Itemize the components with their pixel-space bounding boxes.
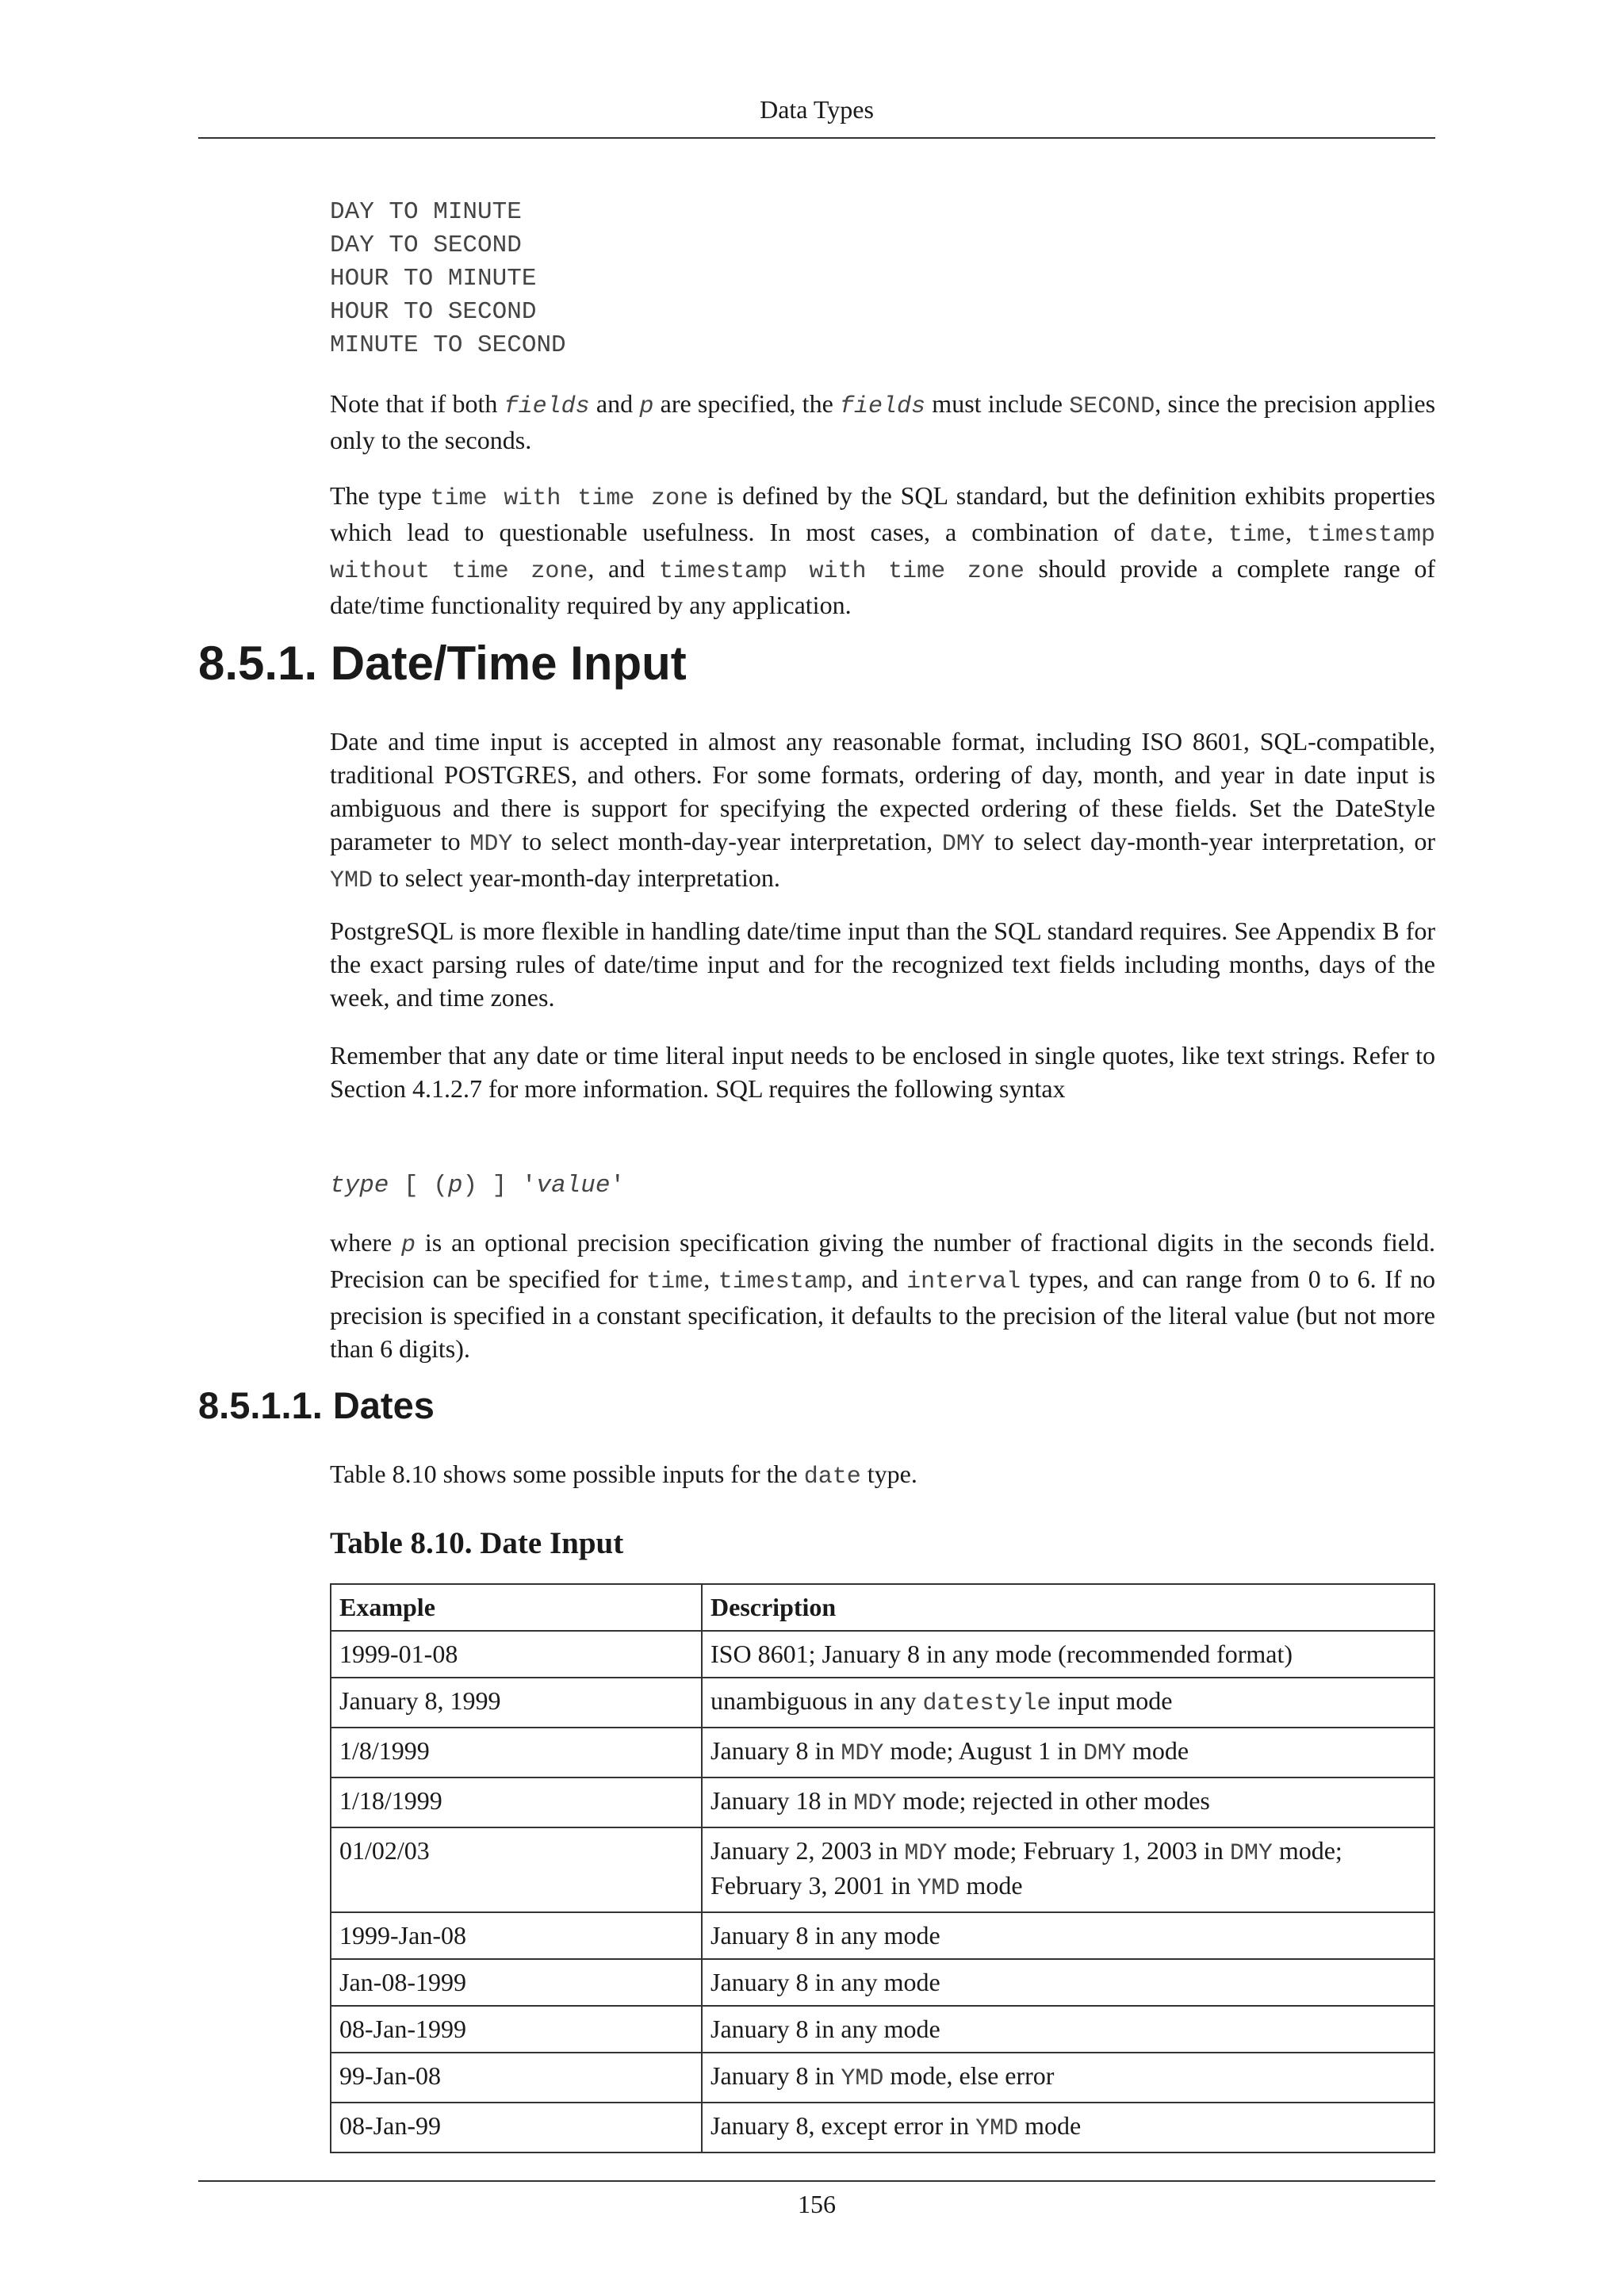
para-time-zone [330,479,1435,622]
code-line: DAY TO MINUTE [330,198,522,226]
table-row [331,1827,1434,1912]
text: January 8 in any mode [710,1968,940,1996]
code-fields: fields [504,393,590,420]
syntax-code [330,1169,625,1203]
code-term: YMD [841,2065,884,2092]
footer-rule [198,2180,1435,2182]
table-header-row [331,1584,1434,1631]
code-type: type [330,1172,389,1200]
code-p: p [401,1232,416,1259]
text: January 8 in any mode [710,1921,940,1950]
cell-description [702,2053,1434,2103]
code-type: time [1228,522,1285,549]
cell-example: 1/8/1999 [331,1728,702,1777]
code-line: HOUR TO MINUTE [330,265,537,293]
text: to select year-month-day interpretation. [373,863,780,892]
code-term: DMY [1229,1840,1273,1867]
header-rule [198,137,1435,139]
cell-example: Jan-08-1999 [331,1959,702,2006]
code-term: YMD [917,1875,960,1902]
text: January 2, 2003 in [710,1836,905,1865]
text: unambiguous in any [710,1686,923,1715]
cell-example: 01/02/03 [331,1827,702,1912]
text: , since the precision applies only to the seconds. [330,389,1436,454]
text: mode [1018,2111,1082,2140]
date-input-table [330,1583,1435,2153]
text: January 8 in [710,2061,841,2090]
text: mode; rejected in other modes [896,1786,1210,1815]
table-row [331,1777,1434,1827]
text: Date and time input is accepted in almost any reasonable format, including ISO 8601, SQL-compatible, traditional POSTGRES, and others. For some formats, ordering of day, month, and year in date input is ambiguous and there is support for specifying the expected ordering of these fields. Set the DateStyle parameter to [330,727,1435,855]
para-table-intro [330,1457,1435,1494]
text: mode [1126,1736,1189,1765]
text: must include [925,389,1070,418]
code-p: p [639,393,654,420]
code-type: timestamp [718,1269,847,1295]
cell-description [702,1959,1434,2006]
code-line: MINUTE TO SECOND [330,331,566,359]
code-term: DMY [1082,1740,1126,1767]
code-line: HOUR TO SECOND [330,298,537,326]
text: mode [959,1871,1023,1900]
code-value: value [536,1172,611,1200]
table-row [331,1912,1434,1959]
text: , and [588,554,659,583]
code-text: ) ] ' [462,1172,537,1200]
para-input-formats [330,725,1435,897]
table-caption: Table 8.10. Date Input [330,1526,624,1560]
text: should provide a complete range of date/time functionality required by any application. [330,554,1435,619]
table-row [331,1728,1434,1777]
code-p: p [447,1172,463,1200]
code-second: SECOND [1069,393,1155,420]
cell-example: 1999-01-08 [331,1631,702,1678]
cell-example: 99-Jan-08 [331,2053,702,2103]
code-line: DAY TO SECOND [330,232,522,259]
code-type: interval [906,1269,1021,1295]
code-term: MDY [853,1790,897,1817]
table-body [331,1631,1434,2152]
text: type. [860,1460,917,1488]
text: is defined by the SQL standard, but the definition exhibits properties which lead to questionable usefulness. In most cases, a combination of [330,481,1436,546]
cell-description [702,2103,1434,2152]
cell-description [702,1678,1434,1728]
code-date: date [803,1464,861,1490]
text: The type [330,481,431,510]
cell-example: 08-Jan-99 [331,2103,702,2152]
text: to select day-month-year interpretation, or [984,827,1436,855]
text: and [589,389,640,418]
text: types, and can range from 0 to 6. If no precision is specified in a constant specification, it defaults to the precision of the literal value (but not more than 6 digits). [330,1265,1436,1363]
code-type: time with time zone [430,485,709,512]
cell-description [702,1728,1434,1777]
para-fields-note [330,387,1435,457]
interval-fields-code-block [330,196,566,362]
text: are specified, the [653,389,841,418]
code-term: MDY [841,1740,884,1767]
code-term: YMD [975,2115,1019,2142]
code-text: [ ( [389,1172,448,1200]
table-row [331,1959,1434,2006]
subsection-heading: 8.5.1.1. Dates [198,1384,435,1426]
text: mode, else error [883,2061,1055,2090]
code-ymd: YMD [330,867,373,894]
text: , [703,1265,718,1293]
cell-description [702,2006,1434,2053]
text: mode; February 3, 2001 in [710,1836,1342,1900]
cell-example: 1/18/1999 [331,1777,702,1827]
code-text: ' [610,1172,626,1200]
cell-example: 08-Jan-1999 [331,2006,702,2053]
code-type: time [646,1269,704,1295]
text: , [1285,518,1307,546]
code-dmy: DMY [941,831,985,858]
table-row [331,1678,1434,1728]
text: ISO 8601; January 8 in any mode (recommended format) [710,1640,1293,1668]
text: is an optional precision specification giving the number of fractional digits in the seconds field. Precision can be specified for [330,1228,1436,1293]
section-heading: 8.5.1. Date/Time Input [198,637,687,690]
page-number: 156 [798,2190,836,2218]
para-precision [330,1226,1435,1365]
cell-description [702,1827,1434,1912]
code-mdy: MDY [469,831,513,858]
running-header: Data Types [760,95,874,124]
cell-description [702,1912,1434,1959]
code-term: datestyle [922,1690,1051,1717]
text: January 18 in [710,1786,854,1815]
code-term: MDY [904,1840,948,1867]
text: Note that if both [330,389,504,418]
text: to select month-day-year interpretation, [512,827,942,855]
text: January 8 in any mode [710,2015,940,2043]
table-row [331,2006,1434,2053]
para-remember: Remember that any date or time literal input needs to be enclosed in single quotes, like text strings. Refer to Section 4.1.2.7 for more information. SQL requires the following syntax [330,1041,1435,1103]
code-fields: fields [840,393,926,420]
text: Table 8.10 shows some possible inputs for the [330,1460,804,1488]
column-header-description: Description [702,1584,1434,1631]
code-type: timestamp without time zone [330,522,1436,585]
text: , [1206,518,1228,546]
para-flexible: PostgreSQL is more flexible in handling date/time input than the SQL standard requires. See Appendix B for the exact parsing rules of date/time input and for the recognized text fields including months, days of the week, and time zones. [330,916,1435,1012]
cell-description [702,1777,1434,1827]
cell-description [702,1631,1434,1678]
table-row [331,2053,1434,2103]
text: input mode [1051,1686,1173,1715]
text: where [330,1228,402,1257]
text: January 8, except error in [710,2111,976,2140]
column-header-example: Example [331,1584,702,1631]
table-row [331,2103,1434,2152]
text: mode; February 1, 2003 in [947,1836,1230,1865]
cell-example: 1999-Jan-08 [331,1912,702,1959]
text: mode; August 1 in [883,1736,1083,1765]
table-row [331,1631,1434,1678]
text: , and [846,1265,907,1293]
code-type: date [1149,522,1207,549]
code-type: timestamp with time zone [658,558,1025,585]
cell-example: January 8, 1999 [331,1678,702,1728]
text: January 8 in [710,1736,841,1765]
